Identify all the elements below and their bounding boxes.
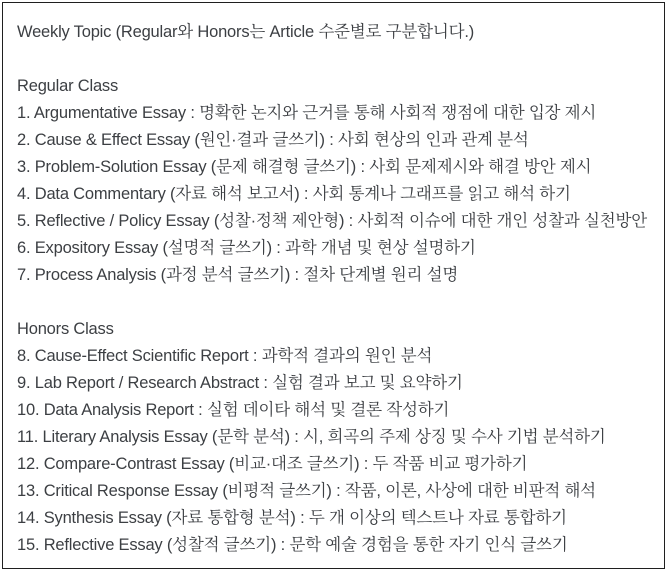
topic-item-1: 1. Argumentative Essay : 명확한 논지와 근거를 통해 사회적 쟁점에 대한 입장 제시 [17, 104, 597, 122]
topic-item-11: 11. Literary Analysis Essay (문학 분석) : 시, 희곡의 주제 상징 및 수사 기법 분석하기 [17, 428, 606, 446]
topic-item-2: 2. Cause & Effect Essay (원인·결과 글쓰기) : 사회 현상의 인과 관계 분석 [17, 131, 529, 149]
topic-item-10: 10. Data Analysis Report : 실험 데이타 해석 및 결론 작성하기 [17, 401, 450, 419]
topic-item-13: 13. Critical Response Essay (비평적 글쓰기) : 작품, 이론, 사상에 대한 비판적 해석 [17, 482, 596, 500]
blank-line [17, 289, 652, 316]
topic-item-8: 8. Cause-Effect Scientific Report : 과학적 결과의 원인 분석 [17, 347, 433, 365]
topic-item-14: 14. Synthesis Essay (자료 통합형 분석) : 두 개 이상의 텍스트나 자료 통합하기 [17, 509, 567, 527]
topic-item-12: 12. Compare-Contrast Essay (비교·대조 글쓰기) : 두 작품 비교 평가하기 [17, 455, 528, 473]
document-title: Weekly Topic (Regular와 Honors는 Article 수준별로 구분합니다.) [17, 23, 475, 41]
topic-item-15: 15. Reflective Essay (성찰적 글쓰기) : 문학 예술 경험을 통한 자기 인식 글쓰기 [17, 536, 568, 554]
topic-item-9: 9. Lab Report / Research Abstract : 실험 결과 보고 및 요약하기 [17, 374, 463, 392]
topic-item-5: 5. Reflective / Policy Essay (성찰·정책 제안형) : 사회적 이슈에 대한 개인 성찰과 실천방안 [17, 212, 647, 230]
topic-item-6: 6. Expository Essay (설명적 글쓰기) : 과학 개념 및 현상 설명하기 [17, 239, 476, 257]
topic-item-3: 3. Problem-Solution Essay (문제 해결형 글쓰기) : 사회 문제제시와 해결 방안 제시 [17, 158, 592, 176]
section-heading-regular-class: Regular Class [17, 77, 119, 95]
topic-item-4: 4. Data Commentary (자료 해석 보고서) : 사회 통계나 그래프를 읽고 해석 하기 [17, 185, 571, 203]
weekly-topic-document [3, 3, 664, 559]
section-heading-honors-class: Honors Class [17, 320, 114, 338]
topic-item-7: 7. Process Analysis (과정 분석 글쓰기) : 절차 단계별 원리 설명 [17, 266, 459, 284]
document-frame [2, 2, 665, 569]
blank-line [17, 46, 652, 73]
